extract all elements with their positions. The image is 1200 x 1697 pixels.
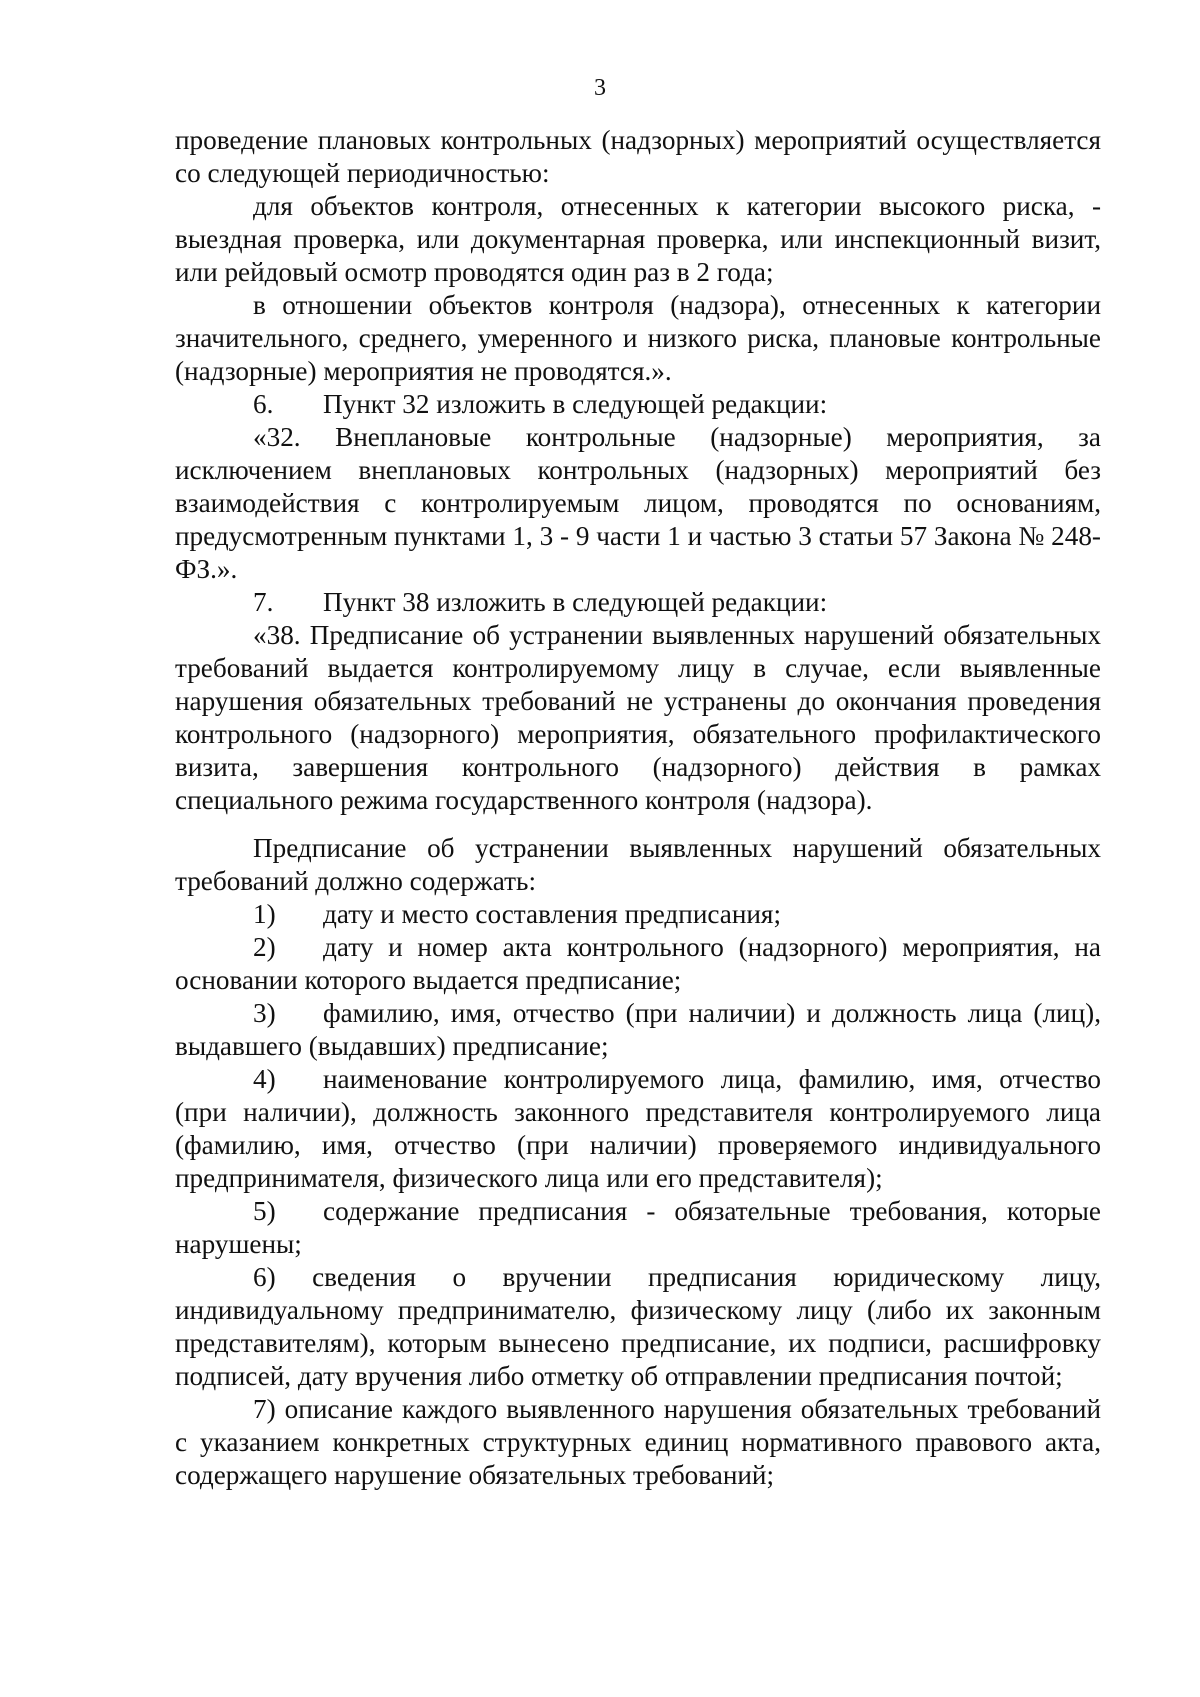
list-item-4 (175, 1063, 1101, 1195)
paragraph-periodicity: проведение плановых контрольных (надзорных) мероприятий осуществляется со следующей периодичностью: (175, 125, 1101, 188)
paragraph-order-content: Предписание об устранении выявленных нарушений обязательных требований должно содержать: (175, 833, 1101, 896)
item-number: 4) (253, 1064, 276, 1094)
item-number: 1) (253, 899, 276, 929)
numbered-item-7 (175, 586, 1101, 619)
paragraph-high-risk: для объектов контроля, отнесенных к категории высокого риска, - выездная проверка, или документарная проверка, или инспекционный визит, или рейдовый осмотр проводятся один раз в 2 года; (175, 191, 1101, 287)
item-text: Пункт 32 изложить в следующей редакции: (323, 389, 828, 419)
item-number: 5) (253, 1196, 276, 1226)
numbered-item-6 (175, 388, 1101, 421)
list-item-1 (175, 898, 1101, 931)
item-text: Пункт 38 изложить в следующей редакции: (323, 587, 828, 617)
item-text: содержание предписания - обязательные требования, которые нарушены; (175, 1196, 1101, 1259)
list-item-7: 7) описание каждого выявленного нарушения обязательных требований с указанием конкретных структурных единиц нормативного правового акта, содержащего нарушение обязательных требований; (175, 1394, 1101, 1490)
document-body (175, 124, 1101, 1492)
paragraph-clause-38: «38. Предписание об устранении выявленных нарушений обязательных требований выдается контролируемому лицу в случае, если выявленные нарушения обязательных требований не устранены до окончания проведения контрольного (надзорного) мероприятия, обязательного профилактического визита, завершения контрольного (надзорного) действия в рамках специального режима государственного контроля (надзора). (175, 620, 1101, 815)
item-text: фамилию, имя, отчество (при наличии) и должность лица (лиц), выдавшего (выдавших) предписание; (175, 998, 1101, 1061)
item-text: дату и номер акта контрольного (надзорного) мероприятия, на основании которого выдается предписание; (175, 932, 1101, 995)
item-number: 6. (253, 389, 274, 419)
item-number: 3) (253, 998, 276, 1028)
page-number: 3 (594, 75, 606, 101)
list-item-5 (175, 1195, 1101, 1261)
list-item-2 (175, 931, 1101, 997)
item-number: 2) (253, 932, 276, 962)
item-number: 7. (253, 587, 274, 617)
item-text: наименование контролируемого лица, фамилию, имя, отчество (при наличии), должность законного представителя контролируемого лица (фамилию, имя, отчество (при наличии) проверяемого индивидуального предпринимателя, физического лица или его представителя); (175, 1064, 1101, 1193)
list-item-3 (175, 997, 1101, 1063)
paragraph-clause-32: «32. Внеплановые контрольные (надзорные) мероприятия, за исключением внеплановых контрольных (надзорных) мероприятий без взаимодействия с контролируемым лицом, проводятся по основаниям, предусмотренным пунктами 1, 3 - 9 части 1 и частью 3 статьи 57 Закона № 248-ФЗ.». (175, 422, 1101, 584)
list-item-6: 6) сведения о вручении предписания юридическому лицу, индивидуальному предпринимателю, физическому лицу (либо их законным представителям), которым вынесено предписание, их подписи, расшифровку подписей, дату вручения либо отметку об отправлении предписания почтой; (175, 1262, 1101, 1391)
item-text: дату и место составления предписания; (323, 899, 781, 929)
paragraph-other-risk: в отношении объектов контроля (надзора), отнесенных к категории значительного, среднего, умеренного и низкого риска, плановые контрольные (надзорные) мероприятия не проводятся.». (175, 290, 1101, 386)
